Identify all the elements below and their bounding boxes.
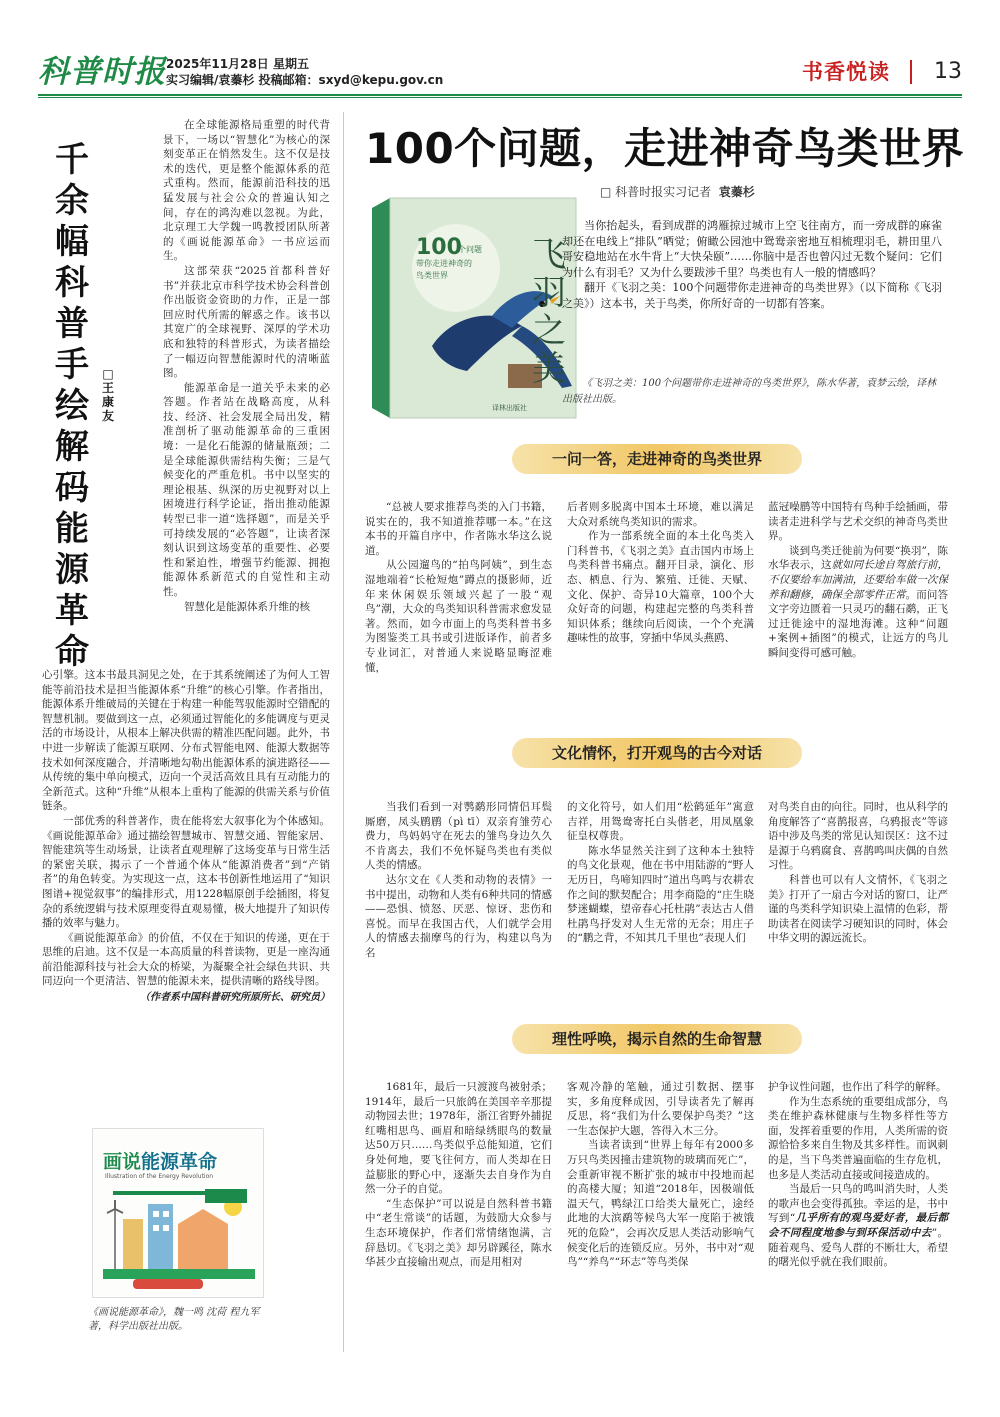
title-char: 余 [55,181,89,221]
byline: □ 科普时报实习记者 袁蓁杉 [600,185,755,199]
section2-col3: 对鸟类自由的向往。同时，也从科学的角度解答了“喜鹊报喜，乌鸦报丧”等谚语中涉及鸟类的常见认知误区：这不过是源于乌鸦腐食、喜鹊鸣叫庆偶的自然习性。 科普也可以有人文情怀，《飞羽之美》打开了一扇古今对话的窗口，让严谨的鸟类科学知识染上温情的色彩，帮助读者在阅读学习硬知识的同时，体会中华文明的源远流长。 [768,801,948,945]
author-note: （作者系中国科普研究所原所长、研究员） [140,992,330,1004]
author-char: □ [102,367,114,381]
cover-sub2: 带你走进神奇的 [416,259,472,268]
paragraph: 翻开《飞羽之美：100个问题带你走进神奇的鸟类世界》（以下简称《飞羽之美》）这本书，关于鸟类，你所好奇的一切都有答案。 [562,281,942,310]
section3-col2: 客观冷静的笔触，通过引数据、摆事实，多角度释成因，引导读者先了解再反思，将“我们为什么要保护鸟类？”这一生态保护大题，答得入木三分。 当读者读到“世界上每年有2000多万只鸟类因撞击建筑物的玻璃而死亡”，会重新审视不断扩张的城市中投地而起的高楼大厦；知道“2018年，因极端低温天气，鸭绿江口给类大量死亡，途经此地的大滨鹬等候鸟大军一度陷于被饿死的危险”，会再次反思人类活动影响气候变化后的连锁反应。另外，书中对“观鸟”“养鸟”“环志”等鸟类保 [567,1081,754,1269]
cover-publisher: 译林出版社 [492,404,527,412]
left-article-body-bottom [42,668,330,1006]
author-char: 康 [101,395,114,409]
masthead-rule [38,94,962,96]
masthead-rule-thin [38,97,962,98]
masthead [38,52,962,92]
paragraph: 能源革命是一道关乎未来的必答题。作者站在战略高度，从科技、经济、社会发展全局出发，精准剖析了驱动能源革命的三重困境：一是化石能源的储量瓶颈；二是全球能源供需结构失衡；三是气候变化的严重危机。书中以坚实的理论根基、纵深的历史视野对以上困境进行科学论证，指出推动能源转型已非一道“选择题”，而是关乎可持续发展的“必答题”，让读者深刻认识到这场变革的重要性、必要性和紧迫性，增强节约能源、拥抱能源体系新范式的自觉性和主动性。 [163,381,330,598]
paragraph: 《画说能源革命》的价值，不仅在于知识的传递，更在于思维的启迪。这不仅是一本高质量的科普读物，更是一座沟通前沿能源科技与社会大众的桥梁，为凝聚全社会绿色共识、共同迈向一个更清洁、智慧的能源未来，提供清晰的路线导图。 [42,931,330,988]
book-cover-subtitle: Illustration of the Energy Revolution [105,1173,214,1180]
title-char: 命 [55,632,89,672]
cover-title-2: 羽 [532,273,566,313]
page-number: 13 [934,59,962,84]
book-cover-birds [372,196,578,420]
newspaper-logo: 科普时报 [38,54,166,90]
cover-num: 100 [416,235,462,260]
headline: 100个问题，走进神奇鸟类世界 [365,124,965,173]
paragraph: 当你抬起头，看到成群的鸿雁掠过城市上空飞往南方，而一旁成群的麻雀却还在电线上“排队”晒觉；俯瞰公园池中鸳鸯亲密地互相梳理羽毛，耕田里八哥安稳地站在水牛背上“大快朵颐”……你脑中是否也曾闪过无数个疑问：它们为什么有羽毛？又为什么要跋涉千里？鸟类也有人一般的情感吗？ [562,219,942,279]
section-heading: 一问一答，走进神奇的鸟类世界 [512,444,802,474]
column-divider [343,112,344,1352]
right-article-intro [562,218,942,312]
title-char: 革 [55,591,89,631]
paragraph: 智慧化是能源体系升维的核 [184,600,310,613]
title-char: 码 [55,468,89,508]
author-char: 王 [101,381,114,395]
quote: 就如同长途自驾旅行前，不仅要给车加满油，还要给车做一次保养和翻修，确保全部零件正常 [768,559,948,601]
cover-title-1: 飞 [532,235,566,275]
issue-editor: 实习编辑/袁蓁杉 投稿邮箱：sxyd@kepu.gov.cn [166,73,444,87]
paragraph: 一部优秀的科普著作，贵在能将宏大叙事化为个体感知。《画说能源革命》通过描绘智慧城市、智慧交通、智能家居、智能建筑等生动场景，让读者直观理解了这场变革与日常生活的紧密关联，揭示了一个普通个体从“能源消费者”到“产销者”的角色转变。为实现这一点，这本书创新性地运用了“知识图谱+视觉叙事”的编排形式，用1228幅原创手绘插图，将复杂的系统逻辑与技术原理变得直观易懂，极大地提升了知识传播的效率与魅力。 [42,814,330,930]
title-char: 千 [55,140,89,180]
title-char: 源 [55,550,89,590]
left-article-author [100,367,116,423]
cover-sub3: 鸟类世界 [416,271,448,280]
header-divider [910,60,912,84]
section2-col1: 当我们看到一对鹗鹬形同情侣耳鬓厮磨，凤头鹛鹛（pì tī）双亲育雏劳心费力，鸟妈妈守在死去的雏鸟身边久久不肯离去，我们不免怀疑鸟类也有类似人类的情感。 达尔文在《人类和动物的表情》一书中提出，动物和人类有6种共同的情感——恐惧、愤怒、厌恶、惊讶、悲伤和喜悦。而早在我国古代，人们就学会用人的情感去揣摩鸟的行为，构建以鸟为名 [365,801,552,959]
byline-name: 袁蓁杉 [718,185,755,199]
bird-book-caption: 《飞羽之美：100个问题带你走进神奇的鸟类世界》，陈水华著，袁梦云绘，译林出版社出版。 [562,378,937,405]
cover-sub1: 个问题 [458,245,482,254]
title-char: 能 [55,509,89,549]
city-illustration [93,1129,265,1299]
title-char: 科 [55,263,89,303]
title-char: 普 [55,304,89,344]
section3-col3: 护争议性问题，也作出了科学的解释。 作为生态系统的重要组成部分，鸟类在维护森林健康与生物多样性等方面，发挥着重要的作用，人类所需的资源恰恰多来自生物及其多样性。而讽刺的是，当下鸟类普遍面临的生存危机，也多是人类活动直接或间接造成的。 当最后一只鸟的鸣叫消失时，人类的歌声也会变得孤独。幸运的是，书中写到“几乎所有的观鸟爱好者，最后都会不同程度地参与到环保活动中去”。随着观鸟、爱鸟人群的不断壮大，希望的曙光似乎就在我们眼前。 [768,1081,949,1269]
section-name: 书香悦读 [802,60,890,84]
left-article-title [52,140,92,673]
issue-date: 2025年11月28日 星期五 [166,57,309,71]
book-cover-energy [92,1128,264,1298]
paragraph: 在全球能源格局重塑的时代背景下，一场以“智慧化”为核心的深刻变革正在悄然发生。这不仅是技术的迭代，更是整个能源体系的范式重构。然而，能源前沿科技的迅猛发展与社会公众的普遍认知之间，存在的鸿沟难以忽视。为此，北京理工大学魏一鸣教授团队所著的《画说能源革命》一书应运而生。 [163,119,330,263]
section1-col1: “总被人要求推荐鸟类的入门书籍，说实在的，我不知道推荐哪一本。”在这本书的开篇自序中，作者陈水华这么说道。 从公园遛鸟的“拍鸟阿姨”，到生态湿地端着“长枪短炮”蹲点的摄影师，近年来休闲娱乐领域兴起了一股“观鸟”潮，大众的鸟类知识科普需求愈发显著。然而，如今市面上的鸟类科普书多为图鉴类工具书或引进版译作，前者多专业词汇，对普通人来说略显晦涩难懂， [365,501,552,674]
cover-title-4: 美 [532,349,566,389]
section3-col1: 1681年，最后一只渡渡鸟被射杀；1914年，最后一只旅鸽在美国辛辛那提动物园去世；1978年，浙江省野外捕捉红嘴相思鸟、画眉和暗绿绣眼鸟的数量达50万只……鸟类似乎总能知道，它们身处何地，要飞往何方，而人类却在日益膨胀的野心中，逐渐失去自身作为自然一分子的自觉。 “生态保护”可以说是自然科普书籍中“老生常谈”的话题，为鼓励大众参与生态环境保护，作者们常情绪饱满，言辞恳切。《飞羽之美》却另辟蹊径，陈水华甚少直接输出观点，而是用相对 [365,1081,552,1269]
quote: 几乎所有的观鸟爱好者，最后都会不同程度地参与到环保活动中去 [768,1212,948,1239]
paragraph: 心引擎。这本书最具洞见之处，在于其系统阐述了为何人工智能等前沿技术是担当能源体系“升维”的核心引擎。作者指出，能源体系升维破局的关键在于构建一种能驾驭能源时空错配的智慧机制。要做到这一点，必须通过智能化的多能调度与更灵活的市场设计，从根本上解决供需的精准匹配问题。此外，书中进一步解读了能源互联网、分布式智能电网、能源大数据等技术如何深度融合，并清晰地勾勒出能源体系的演进路径——从传统的集中单向模式，迈向一个灵活高效且具有互动能力的全新范式。这种“升维”从根本上重构了能源的供需关系与价值链条。 [42,669,330,813]
paragraph: 这部荣获“2025首都科普好书”并获北京市科学技术协会科普创作出版资金资助的力作，正是一部回应时代所需的解惑之作。该书以其宽广的全球视野、深厚的学术功底和独特的科普形式，为读者描绘了一幅迈向智慧能源时代的清晰蓝图。 [163,264,330,380]
section-heading: 理性呼唤，揭示自然的生命智慧 [512,1024,802,1054]
title-char: 绘 [55,386,89,426]
title-char: 幅 [55,222,89,262]
section2-col2: 的文化符号，如人们用“松鹤延年”寓意吉祥，用鸳鸯寄托白头偕老，用凤凰象征皇权尊贵。 陈水华显然关注到了这种本土独特的鸟文化景观，他在书中用陆游的“野人无历日，鸟啼知四时”道出鸟鸣与农耕农作之间的默契配合；用李商隐的“庄生晓梦迷蝴蝶，望帝春心托杜鹃”表达古人借杜鹃鸟抒发对人生无常的无奈；用庄子的“鹏之背，不知其几千里也”表现人们 [567,801,754,945]
title-char: 解 [55,427,89,467]
cover-title-3: 之 [532,311,566,351]
section-heading: 文化情怀，打开观鸟的古今对话 [512,738,802,768]
issue-info [166,56,443,88]
left-article-body-top [163,118,330,614]
energy-book-caption: 《画说能源革命》，魏一鸣 沈荷 程九军著，科学出版社出版。 [88,1307,260,1332]
book-cover-title: 画说能源革命 [103,1151,218,1173]
section1-col3: 蓝冠噪鹛等中国特有鸟种手绘插画，带读者走进科学与艺术交织的神奇鸟类世界。 谈到鸟类迁徙前为何要“换羽”，陈水华表示，这就如同长途自驾旅行前，不仅要给车加满油，还要给车做一次保养和翻修，确保全部零件正常。而问答文字旁边匮着一只灵巧的翻石鹬，正飞过迁徙途中的湿地海滩。这种“问题+案例+插图”的模式，让远方的鸟儿瞬间变得可感可触。 [768,501,948,659]
author-char: 友 [101,409,114,423]
title-char: 手 [55,345,89,385]
section1-col2: 后者则多脱离中国本土环境，难以满足大众对系统鸟类知识的需求。 作为一部系统全面的本土化鸟类入门科普书，《飞羽之美》直击国内市场上鸟类科普书痛点。翻开目录，演化、形态、栖息、行为、繁殖、迁徙、天赋、文化、保护、奇异10大篇章，100个大众好奇的问题，构建起完整的鸟类科普知识体系；继续向后阅读，一个个充满趣味性的故事，穿插中华凤头燕鸥、 [567,501,754,645]
bird-book-illustration [372,196,578,420]
